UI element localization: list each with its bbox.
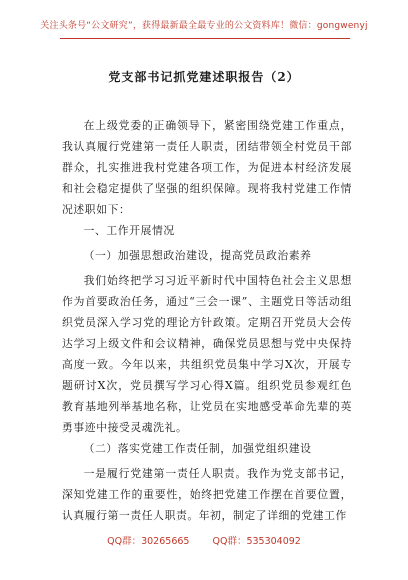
- intro-paragraph: 在上级党委的正确领导下，紧密围绕党建工作重点，我认真履行党建第一责任人职责，团结带领全村党员干部群众，扎实推进我村党建各项工作，为促进本村经济发展和社会稳定提供了坚强的组织保障。现将我村党建工作情况述职如下：: [62, 119, 352, 216]
- footer-qq-group-1: QQ群：30265665: [107, 536, 190, 547]
- subsection-heading-2: （二）落实党建工作责任制，加强党组织建设: [83, 442, 312, 455]
- header-banner: 关注头条号“公文研究”，获得最新最全最专业的公文资料库！微信：gongwenyj: [40, 21, 368, 31]
- section-heading: 一、工作开展情况: [83, 224, 175, 237]
- footer-contacts: [0, 533, 408, 547]
- subsection-heading-1: （一）加强思想政治建设，提高党员政治素养: [83, 249, 312, 262]
- document-title: 党支部书记抓党建述职报告（2）: [108, 70, 300, 84]
- body-paragraph-2: 一是履行党建第一责任人职责。我作为党支部书记，深知党建工作的重要性，始终把党建工作摆在首要位置，认真履行第一责任人职责。年初，制定了详细的党建工作: [62, 467, 352, 522]
- body-paragraph-1: 我们始终把学习习近平新时代中国特色社会主义思想作为首要政治任务，通过“三会一课”、主题党日等活动组织党员深入学习党的理论方针政策。定期召开党员大会传达学习上级文件和会议精神，确保党员思想与党中央保持高度一致。今年以来，共组织党员集中学习X次，开展专题研讨X次，党员撰写学习心得X篇。组织党员参观红色教育基地列举基地名称，让党员在实地感受革命先辈的英勇事迹中接受灵魂洗礼。: [62, 274, 352, 434]
- document-body: [62, 115, 352, 526]
- footer-qq-group-2: QQ群：535304092: [212, 536, 301, 547]
- header-divider: [60, 38, 350, 39]
